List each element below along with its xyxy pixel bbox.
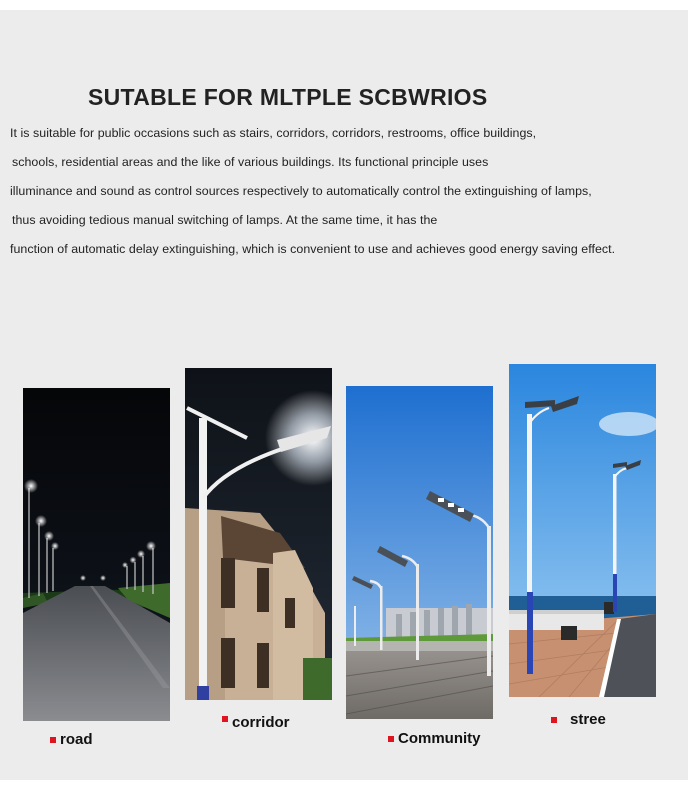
caption-corridor (222, 714, 290, 731)
community-photo (346, 386, 493, 719)
street-photo (509, 364, 656, 697)
description-line: thus avoiding tedious manual switching of lamps. At the same time, it has the (12, 213, 438, 227)
caption-stree (551, 711, 606, 728)
caption-community-text: Community (398, 730, 481, 747)
red-bullet-icon (388, 736, 394, 742)
description-line: function of automatic delay extinguishing, which is convenient to use and achieves good energy saving effect. (10, 242, 616, 256)
red-bullet-icon (50, 737, 56, 743)
corridor-photo (185, 368, 332, 700)
caption-corridor-text: corridor (232, 714, 290, 731)
description-line: illuminance and sound as control sources respectively to automatically control the extinguishing of lamps, (10, 184, 592, 198)
caption-road-text: road (60, 731, 93, 748)
caption-stree-text: stree (570, 711, 606, 728)
road-photo (23, 388, 170, 721)
description-line: It is suitable for public occasions such as stairs, corridors, corridors, restrooms, office buildings, (10, 126, 537, 140)
description-line: schools, residential areas and the like of various buildings. Its functional principle uses (12, 155, 489, 169)
caption-road (50, 731, 93, 748)
caption-community (388, 730, 481, 747)
red-bullet-icon (222, 716, 228, 722)
page-title: SUTABLE FOR MLTPLE SCBWRIOS (88, 84, 488, 110)
red-bullet-icon (551, 717, 557, 723)
